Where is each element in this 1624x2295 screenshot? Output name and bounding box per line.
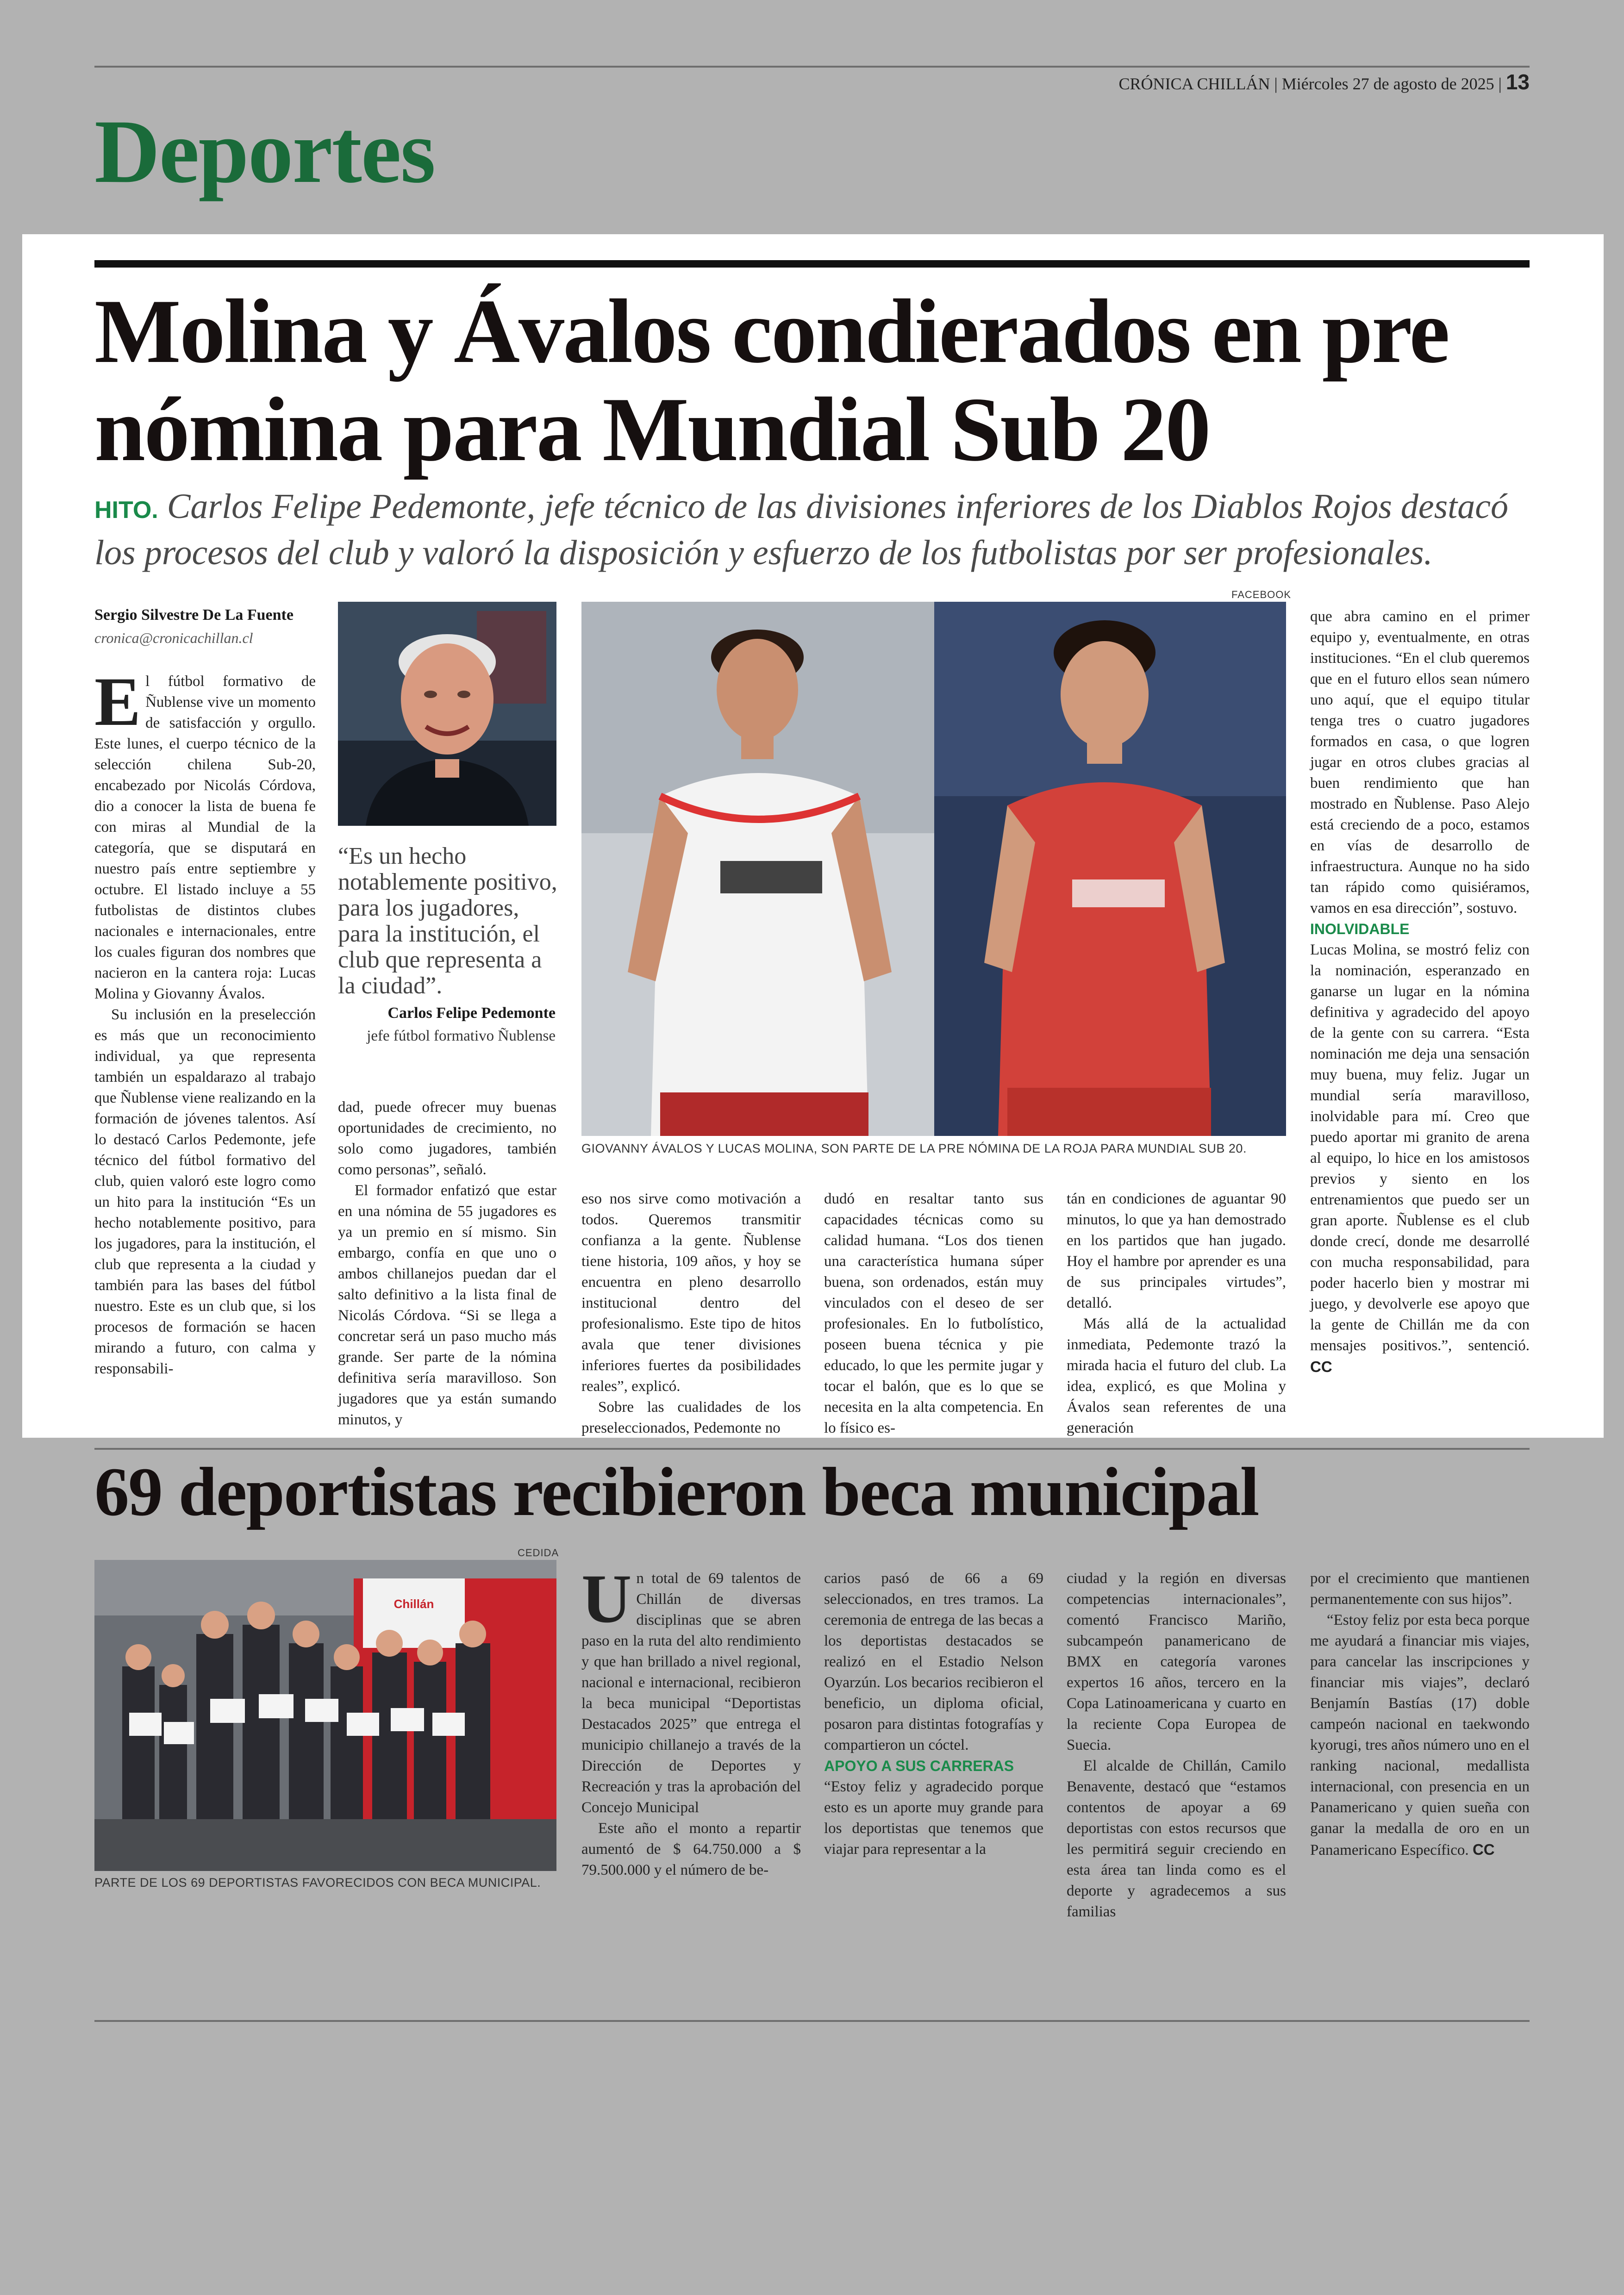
article2-column-1 (581, 1560, 801, 1881)
end-mark-2: CC (1472, 1841, 1495, 1858)
paragraph: dad, puede ofrecer muy buenas oportunidades de crecimiento, no solo como jugadores, también como personas”, señaló. (338, 1099, 556, 1178)
paragraph: que abra camino en el primer equipo y, eventualmente, en otras instituciones. “En el club queremos que en el futuro ellos sean número uno aquí, que el equipo titular tenga tres o cuatro jugadores formados en casa, o que logren jugar en otros clubes gracias al buen rendimiento que han mostrado en Ñublense. Paso Alejo está creciendo de a poco, estamos en vías de desarrollo de infraestructura. Aunque no ha sido tan rápido como quisiéramos, vamos en esa dirección”, sostuvo. (1310, 608, 1530, 917)
paragraph: Lucas Molina, se mostró feliz con la nominación, esperanzado en ganarse un lugar en la nómina definitiva y agradecido del apoyo de la gente con su carrera. “Esta nominación me deja una sensación muy buena, muy feliz. Jugar un mundial sería maravilloso, inolvidable para mí. Creo que puedo aportar mi granito de arena al equipo, lo hice en los amistosos previos y siento en los entrenamientos que puedo ser un gran aporte. Ñublense es el club donde crecí, donde me desarrollé con mucha responsabilidad, para poder hacerlo bien y mostrar mi juego, y devolverle ese apoyo que la gente de Chillán me da con mensajes positivos.”, sentenció. (1310, 942, 1530, 1354)
paragraph: ciudad y la región en diversas competencias internacionales”, comentó Francisco Mariño, subcampeón panamericano de BMX en categoría varones expertos 16 años, tercero en la Copa Latinoamericana y cuarto en la reciente Copa Europea de Suecia. (1067, 1570, 1286, 1753)
paragraph: “Estoy feliz y agradecido porque esto es un aporte muy grande para los deportistas que tenemos que viajar para representar a la (824, 1778, 1043, 1858)
paragraph: Sobre las cualidades de los preseleccionados, Pedemonte no (581, 1399, 801, 1436)
top-rule (94, 66, 1530, 68)
paragraph: El alcalde de Chillán, Camilo Benavente, destacó que “estamos contentos de apoyar a 69 deportistas con estos recursos que les permitirá seguir creciendo en esta área tan linda como es el deporte y agradecemos a sus familias (1067, 1758, 1286, 1920)
article1-column-6 (1310, 606, 1530, 1378)
folio: CRÓNICA CHILLÁN | Miércoles 27 de agosto de 2025 | 13 (1118, 70, 1530, 94)
headline-bar (94, 260, 1530, 268)
folio-paper: CRÓNICA CHILLÁN (1118, 75, 1270, 93)
deck-text: Carlos Felipe Pedemonte, jefe técnico de las divisiones inferiores de los Diablos Rojos destacó los procesos del club y valoró la disposición y esfuerzo de los futbolistas por ser profesionales. (94, 487, 1509, 572)
paragraph: carios pasó de 66 a 69 seleccionados, en tres tramos. La ceremonia de entrega de las becas a los deportistas destacados se realizó en el Estadio Nelson Oyarzún. Los becarios recibieron el beneficio, un diploma oficial, posaron para distintas fotografías y compartieron un cóctel. (824, 1570, 1043, 1753)
deck-kicker: HITO. (94, 497, 158, 524)
quote-role: jefe fútbol formativo Ñublense (367, 1028, 556, 1044)
paragraph: Este año el monto a repartir aumentó de $ 64.750.000 a $ 79.500.000 y el número de be- (581, 1820, 801, 1878)
article-divider (94, 1448, 1530, 1450)
article1-column-3 (581, 1189, 801, 1439)
byline-email: cronica@cronicachillan.cl (94, 630, 253, 646)
players-photo (581, 602, 1286, 1136)
article-deck (94, 485, 1534, 574)
banner-text: Chillán (394, 1597, 434, 1611)
end-mark: CC (1310, 1358, 1332, 1375)
article1-column-2 (338, 1097, 556, 1430)
article1-column-1 (94, 663, 316, 1379)
paragraph: “Estoy feliz por esta beca porque me ayudará a financiar mis viajes, para cancelar las inscripciones y financiar mis viajes”, declaró Benjamín Bastías (17) doble campeón nacional en taekwondo kyorugi, tres años número uno en el ranking nacional, medallista internacional, con presencia en un Panamericano y quien sueña con ganar la medalla de oro en un Panamericano Específico. (1310, 1612, 1530, 1858)
section-title: Deportes (94, 101, 435, 202)
paragraph: l fútbol formativo de Ñublense vive un momento de satisfacción y orgullo. Este lunes, el cuerpo técnico de la selección chilena Sub-20, encabezado por Nicolás Córdova, dio a conocer la lista de buena fe con miras al Mundial de la categoría, que se disputará en nuestro país entre septiembre y octubre. El listado incluye a 55 futbolistas de distintos clubes nacionales e internacionales, entre los cuales figuran dos nombres que nacieron en la cantera roja: Lucas Molina y Giovanny Ávalos. (94, 673, 316, 1002)
paragraph: dudó en resaltar tanto sus capacidades técnicas como su calidad humana. “Los dos tienen una característica humana súper buena, son ordenados, están muy vinculados con el deseo de ser profesionales. En lo futbolístico, poseen buena técnica y pie educado, lo que les permite jugar y tocar el balón, que es lo que se necesita en la alta competencia. En lo físico es- (824, 1191, 1043, 1436)
article2-column-2 (824, 1568, 1043, 1860)
photo2-caption: PARTE DE LOS 69 DEPORTISTAS FAVORECIDOS CON BECA MUNICIPAL. (94, 1876, 541, 1890)
paragraph: n total de 69 talentos de Chillán de diversas disciplinas que se abren paso en la ruta del alto rendimiento y que han brillado a nivel regional, nacional e internacional, recibieron la beca municipal “Deportistas Destacados 2025” que entrega el municipio chillanejo a través de la Dirección de Deportes y Recreación y tras la aprobación del Concejo Municipal (581, 1570, 801, 1816)
paragraph: por el crecimiento que mantienen permanentemente con sus hijos”. (1310, 1570, 1530, 1608)
photo-credit: FACEBOOK (1231, 589, 1292, 600)
article1-column-4 (824, 1189, 1043, 1439)
article2-headline: 69 deportistas recibieron beca municipal (94, 1453, 1259, 1530)
paragraph: Más allá de la actualidad inmediata, Pedemonte trazó la mirada hacia el futuro del club. La idea, explicó, es que Molina y Ávalos sean referentes de una generación (1067, 1316, 1286, 1436)
paragraph: tán en condiciones de aguantar 90 minutos, lo que ya han demostrado en los partidos que han jugado. Hoy el hambre por aprender es una de sus principales virtudes”, detalló. (1067, 1191, 1286, 1311)
folio-date: Miércoles 27 de agosto de 2025 (1281, 75, 1494, 93)
page-number: 13 (1505, 70, 1530, 94)
subhead-inolvidable: INOLVIDABLE (1310, 921, 1410, 937)
portrait-photo (338, 602, 556, 826)
byline: Sergio Silvestre De La Fuente (94, 606, 294, 624)
photo-caption: GIOVANNY ÁVALOS Y LUCAS MOLINA, SON PARTE DE LA PRE NÓMINA DE LA ROJA PARA MUNDIAL SUB 20. (581, 1141, 1247, 1155)
athletes-photo (94, 1560, 556, 1871)
paragraph: Su inclusión en la preselección es más que un reconocimiento individual, ya que representa también un espaldarazo al trabajo que Ñublense viene realizando en la formación de jóvenes talentos. Así lo destacó Carlos Pedemonte, jefe técnico del fútbol formativo del club, quien valoró este logro como un hito para la institución “Es un hecho notablemente positivo, para los jugadores, para la institución, el club que representa a la ciudad y también para las bases del fútbol nuestro. Este es un club que, si los procesos de formación se hacen mirando a futuro, con calma y responsabili- (94, 1006, 316, 1377)
article2-column-3 (1067, 1568, 1286, 1922)
photo2-credit: CEDIDA (518, 1547, 559, 1559)
paragraph: eso nos sirve como motivación a todos. Queremos transmitir confianza a la gente. Ñublense tiene historia, 109 años, y hoy se encuentra en pleno desarrollo institucional dentro del profesionalismo. Este tipo de hitos avala que tener divisiones inferiores fuertes da posibilidades reales”, explicó. (581, 1191, 801, 1395)
drop-cap: E (94, 663, 141, 740)
paragraph: El formador enfatizó que estar en una nómina de 55 jugadores es ya un premio en sí mismo. Sin embargo, confía en que uno o ambos chillanejos puedan dar el salto definitivo a la lista final de Nicolás Córdova. “Si se llega a concretar será un paso mucho más grande. Ser parte de la nómina definitiva sería maravilloso. Son jugadores que ya están sumando minutos, y (338, 1182, 556, 1428)
subhead-apoyo: APOYO A SUS CARRERAS (824, 1758, 1014, 1774)
article-headline: Molina y Ávalos condierados en pre nómina para Mundial Sub 20 (94, 281, 1449, 480)
bottom-rule (94, 2020, 1530, 2022)
pull-quote: “Es un hecho notablemente positivo, para los jugadores, para la institución, el club que representa a la ciudad”. (338, 843, 557, 999)
quote-name: Carlos Felipe Pedemonte (387, 1004, 556, 1022)
article2-column-4 (1310, 1568, 1530, 1861)
drop-cap-2: U (581, 1560, 632, 1637)
article1-column-5 (1067, 1189, 1286, 1439)
